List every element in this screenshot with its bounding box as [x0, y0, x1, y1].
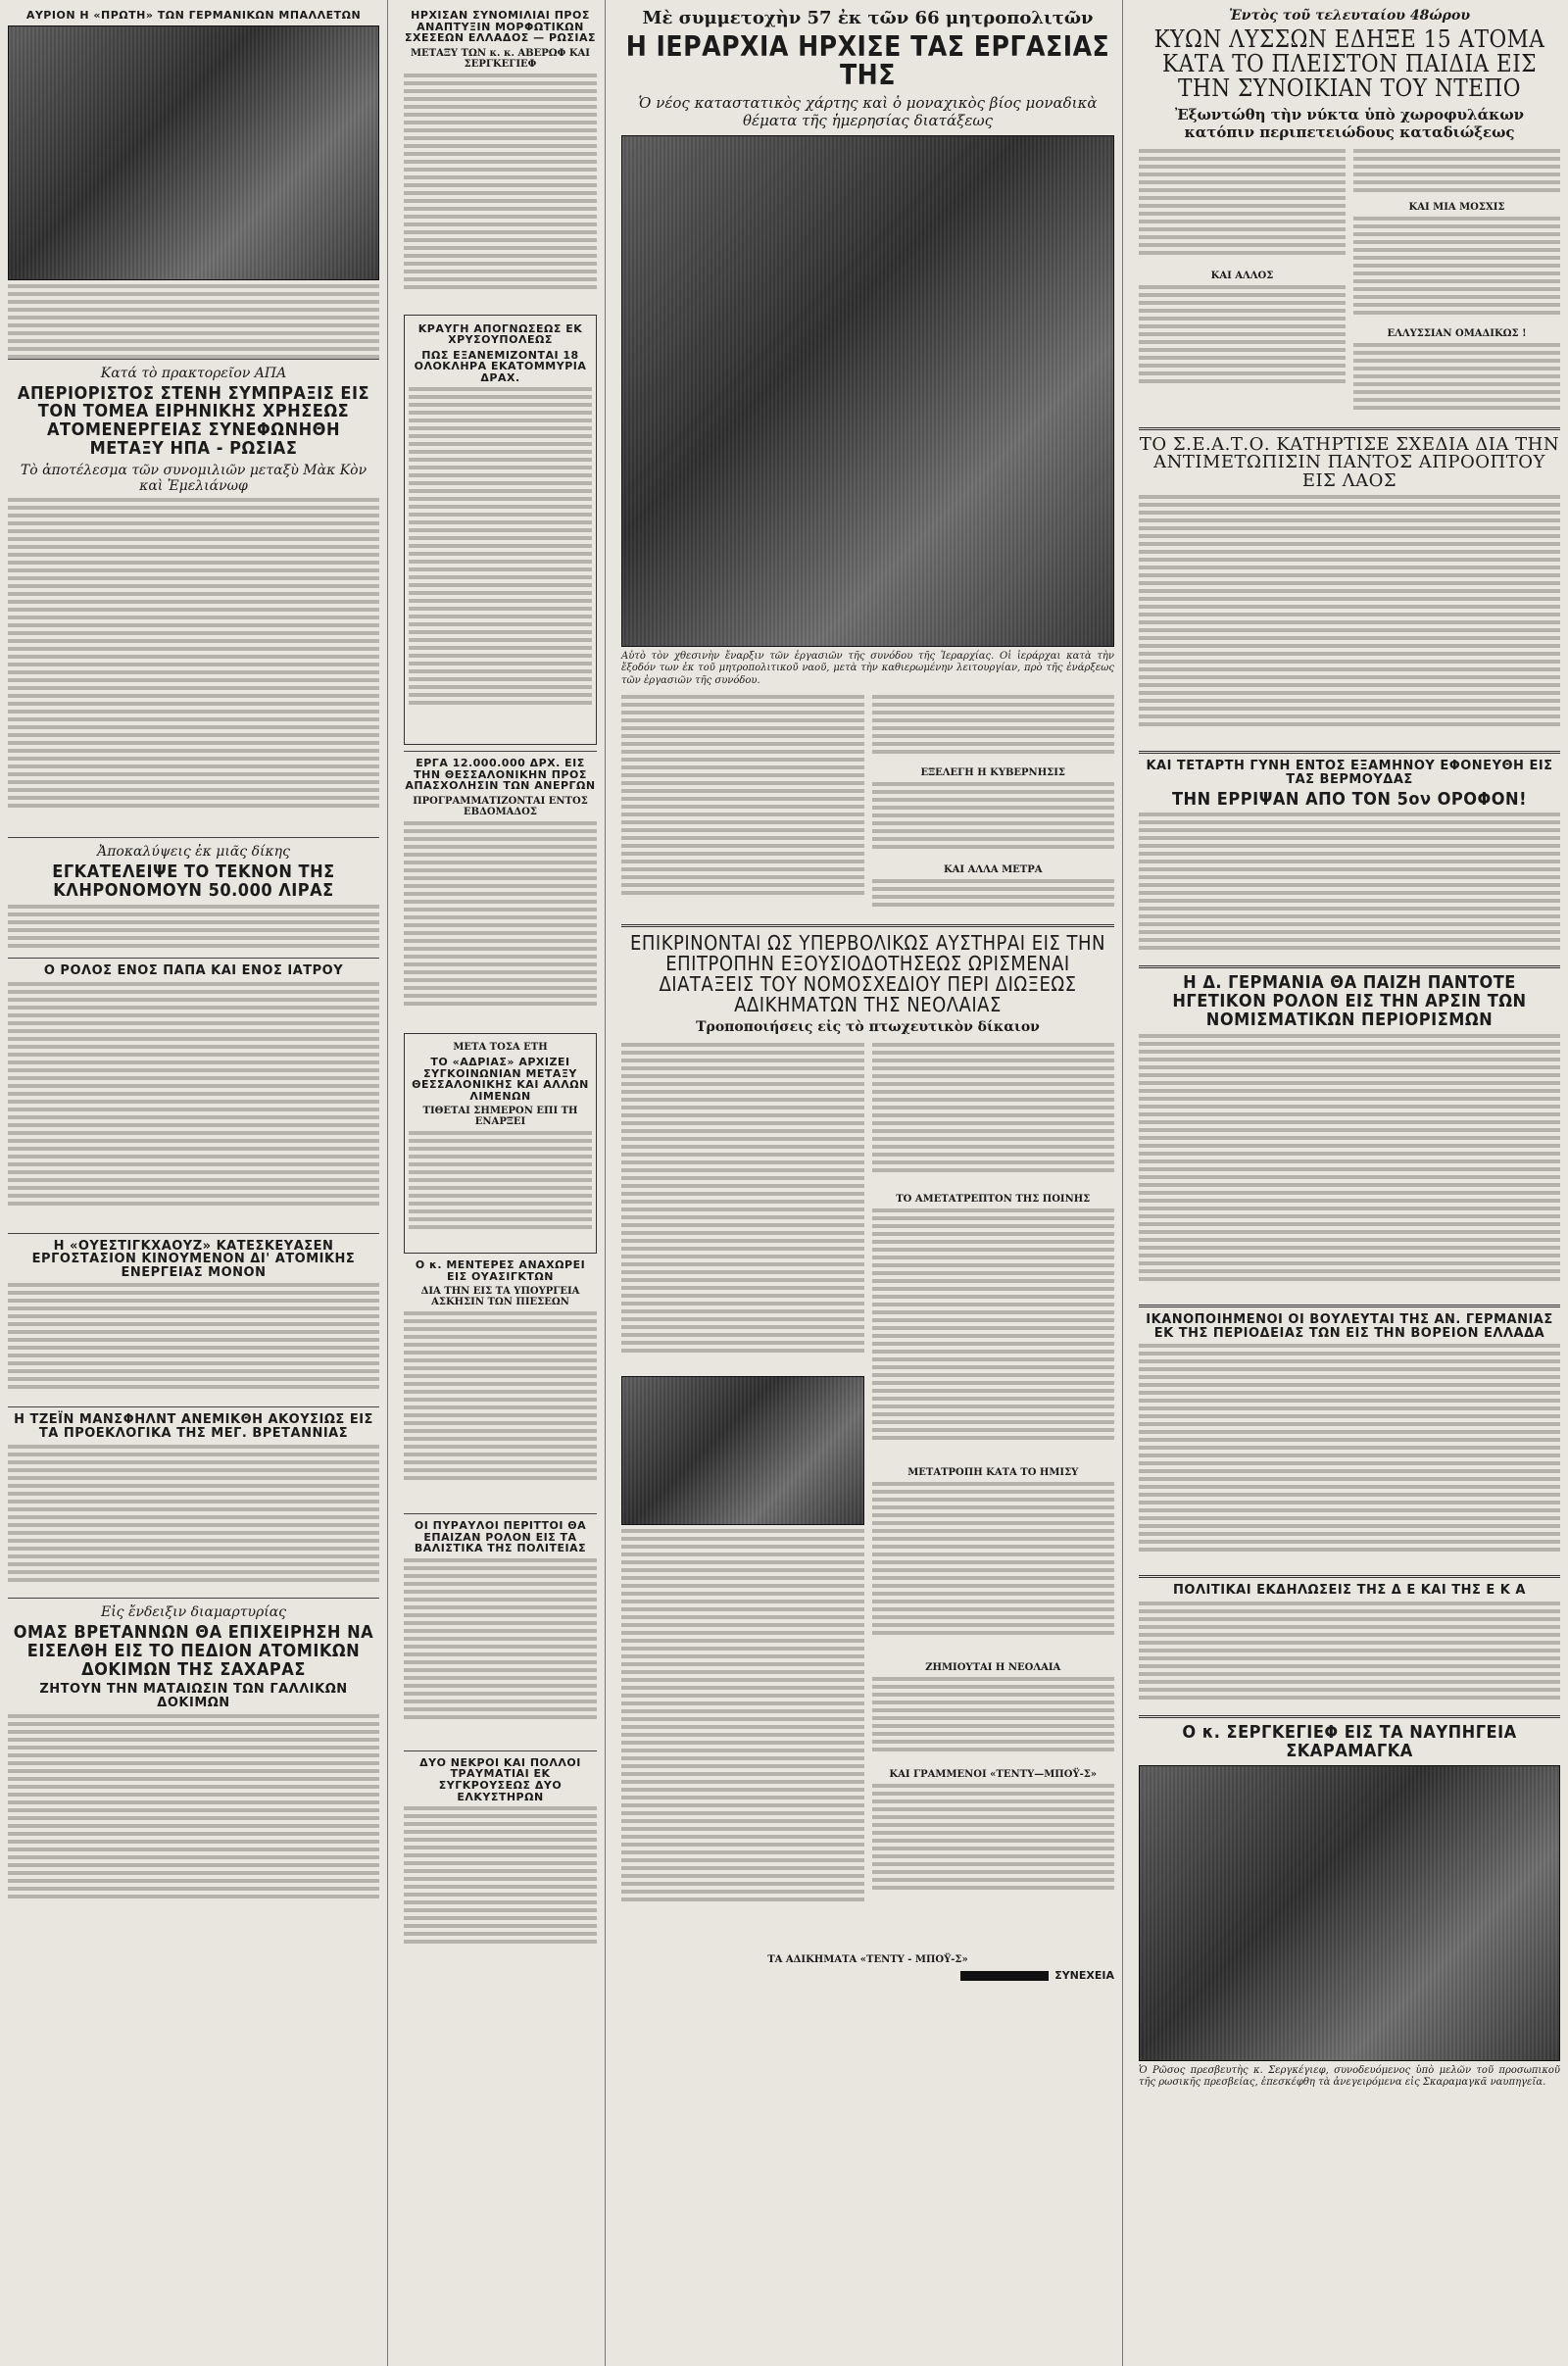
headline-millions: ΠΩΣ ΕΞΑΝΕΜΙΖΟΝΤΑΙ 18 ΟΛΟΚΛΗΡΑ ΕΚΑΤΟΜΜΥΡΙΑ ΔΡΑΧ. — [414, 348, 587, 384]
headline-child: ΕΓΚΑΤΕΛΕΙΨΕ ΤΟ ΤΕΚΝΟΝ ΤΗΣ ΚΛΗΡΟΝΟΜΟΥΝ 50.000 ΛΙΡΑΣ — [52, 862, 335, 901]
article-ballet-text — [8, 284, 379, 353]
headline-despair: ΚΡΑΥΓΗ ΑΠΟΓΝΩΣΕΩΣ ΕΚ ΧΡΥΣΟΥΠΟΛΕΩΣ — [417, 321, 583, 347]
article-adrias-text — [409, 1131, 592, 1249]
label-other-measures: ΚΑΙ ΑΛΛΑ ΜΕΤΡΑ — [943, 864, 1043, 876]
label-penalty: ΤΟ ΑΜΕΤΑΤΡΕΠΤΟΝ ΤΗΣ ΠΟΙΝΗΣ — [896, 1194, 1091, 1206]
headline-adrias: ΤΟ «ΑΔΡΙΑΣ» ΑΡΧΙΖΕΙ ΣΥΓΚΟΙΝΩΝΙΑΝ ΜΕΤΑΞΥ ΘΕΣΣΑΛΟΝΙΚΗΣ ΚΑΙ ΑΛΛΩΝ ΛΙΜΕΝΩΝ — [412, 1056, 589, 1103]
article-jayne-text — [8, 1445, 379, 1592]
label-after-years: ΜΕΤΑ ΤΟΣΑ ΕΤΗ — [453, 1042, 548, 1054]
headline-political-events: ΠΟΛΙΤΙΚΑΙ ΕΚΔΗΛΩΣΕΙΣ ΤΗΣ Δ Ε ΚΑΙ ΤΗΣ Ε Κ Α — [1173, 1583, 1526, 1599]
article-priest-doctor-text — [8, 982, 379, 1227]
headline-rockets: ΟΙ ΠΥΡΑΥΛΟΙ ΠΕΡΙΤΤΟΙ ΘΑ ΕΠΑΙΖΑΝ ΡΟΛΟΝ ΕΙΣ ΤΑ ΒΑΛΙΣΤΙΚΑ ΤΗΣ ΠΟΛΙΤΕΙΑΣ — [414, 1519, 587, 1555]
article-seato-text — [1139, 495, 1560, 745]
article-chrysoupolis-text — [409, 387, 592, 740]
subhead-adrias: ΤΙΘΕΤΑΙ ΣΗΜΕΡΟΝ ΕΠΙ ΤΗ ΕΝΑΡΞΕΙ — [422, 1106, 578, 1128]
headline-stop-tests: ΖΗΤΟΥΝ ΤΗΝ ΜΑΤΑΙΩΣΙΝ ΤΩΝ ΓΑΛΛΙΚΩΝ ΔΟΚΙΜΩΝ — [39, 1682, 348, 1711]
article-works-text — [404, 821, 597, 1027]
article-dog-text-1 — [1139, 149, 1346, 267]
label-court: Ἀποκαλύψεις ἐκ μιᾶς δίκης — [97, 844, 290, 861]
article-westinghouse-text — [8, 1283, 379, 1401]
column-1 — [0, 0, 388, 2366]
caption-shipyards: Ὁ Ρῶσος πρεσβευτὴς κ. Σεργκέγιεφ, συνοδευόμενος ὑπὸ μελῶν τοῦ προσωπικοῦ τῆς ρωσικῆς πρεσβείας, ἐπεσκέφθη τὰ ἀνεγειρόμενα εἰς Σκαραμαγκᾶ ναυπηγεῖα. — [1139, 2064, 1560, 2089]
article-rockets-text — [404, 1558, 597, 1745]
article-youth-text-2 — [621, 1529, 864, 1950]
box-adrias — [404, 1033, 597, 1254]
article-sahara-text — [8, 1714, 379, 1930]
headline-tractors: ΔΥΟ ΝΕΚΡΟΙ ΚΑΙ ΠΟΛΛΟΙ ΤΡΑΥΜΑΤΙΑΙ ΕΚ ΣΥΓΚΡΟΥΣΕΩΣ ΔΥΟ ΕΛΚΥΣΤΗΡΩΝ — [419, 1755, 581, 1803]
continued-marker: ΣΥΝΕΧΕΙΑ — [621, 1969, 1114, 1982]
label-teddy-crimes: ΤΑ ΑΔΙΚΗΜΑΤΑ «ΤΕΝΤΥ - ΜΠΟΫ-Σ» — [767, 1954, 968, 1966]
box-chrysoupolis — [404, 315, 597, 746]
headline-youth-bill: ΕΠΙΚΡΙΝΟΝΤΑΙ ΩΣ ΥΠΕΡΒΟΛΙΚΩΣ ΑΥΣΤΗΡΑΙ ΕΙΣ ΤΗΝ ΕΠΙΤΡΟΠΗΝ ΕΞΟΥΣΙΟΔΟΤΗΣΕΩΣ ΩΡΙΣΜΕΝΑΙ ΔΙΑΤΑΞΕΙΣ ΤΟΥ ΝΟΜΟΣΧΕΔΙΟΥ ΠΕΡΙ ΔΙΩΞΕΩΣ ΑΔΙΚΗΜΑΤΩΝ ΤΗΣ ΝΕΟΛΑΙΑΣ — [630, 931, 1105, 1017]
deck-hierarchy: Ὁ νέος καταστατικὸς χάρτης καὶ ὁ μοναχικὸς βίος μοναδικὰ θέματα τῆς ἡμερησίας διατάξεως — [638, 93, 1098, 129]
label-another-dog: ΚΑΙ ΑΛΛΟΣ — [1210, 270, 1274, 281]
subhead-menderes: ΔΙΑ ΤΗΝ ΕΙΣ ΤΑ ΥΠΟΥΡΓΕΙΑ ΑΣΚΗΣΙΝ ΤΩΝ ΠΙΕΣΕΩΝ — [420, 1286, 580, 1308]
label-protest: Εἰς ἔνδειξιν διαμαρτυρίας — [100, 1603, 287, 1620]
headline-menderes: Ο κ. ΜΕΝΤΕΡΕΣ ΑΝΑΧΩΡΕΙ ΕΙΣ ΟΥΑΣΙΓΚΤΩΝ — [415, 1258, 586, 1283]
subhead-nuclear-pact: Τὸ ἀποτέλεσμα τῶν συνομιλιῶν μεταξὺ Μὰκ Κὸν καὶ Ἐμελιάνωφ — [20, 463, 368, 495]
photo-hierarchs — [621, 135, 1114, 647]
headline-british-sahara: ΟΜΑΣ ΒΡΕΤΑΝΝΩΝ ΘΑ ΕΠΙΧΕΙΡΗΣΗ ΝΑ ΕΙΣΕΛΘΗ ΕΙΣ ΤΟ ΠΕΔΙΟΝ ΑΤΟΜΙΚΩΝ ΔΟΚΙΜΩΝ ΤΗΣ ΣΑΧΑΡΑΣ — [13, 1621, 374, 1680]
headline-cultural-talks: ΗΡΧΙΣΑΝ ΣΥΝΟΜΙΛΙΑΙ ΠΡΟΣ ΑΝΑΠΤΥΞΙΝ ΜΟΡΦΩΤΙΚΩΝ ΣΧΕΣΕΩΝ ΕΛΛΑΔΟΣ — ΡΩΣΙΑΣ — [404, 9, 597, 45]
article-cultural-text — [404, 74, 597, 309]
deck-rabid-dog: Ἐξωντώθη τὴν νύκτα ὑπὸ χωροφυλάκων κατόπιν περιπετειώδους καταδιώξεως — [1174, 105, 1525, 141]
label-half: ΜΕΤΑΤΡΟΠΗ ΚΑΤΑ ΤΟ ΗΜΙΣΥ — [907, 1467, 1079, 1479]
label-teddy-boys: ΚΑΙ ΓΡΑΜΜΕΝΟΙ «ΤΕΝΤΥ—ΜΠΟΫ-Σ» — [889, 1769, 1098, 1781]
headline-nuclear-pact: ΑΠΕΡΙΟΡΙΣΤΟΣ ΣΤΕΝΗ ΣΥΜΠΡΑΞΙΣ ΕΙΣ ΤΟΝ ΤΟΜΕΑ ΕΙΡΗΝΙΚΗΣ ΧΡΗΣΕΩΣ ΑΤΟΜΕΝΕΡΓΕΙΑΣ ΣΥΝΕΦΩΝΗΘΗ ΜΕΤΑΞΥ ΗΠΑ - ΡΩΣΙΑΣ — [17, 382, 370, 460]
article-germany-text — [1139, 1034, 1560, 1299]
headline-priest-doctor: Ο ΡΟΛΟΣ ΕΝΟΣ ΠΑΠΑ ΚΑΙ ΕΝΟΣ ΙΑΤΡΟΥ — [43, 962, 344, 978]
article-bermuda-text — [1139, 813, 1560, 960]
continued-bar — [960, 1971, 1049, 1981]
youth-article-columns — [621, 1039, 1114, 1950]
headline-works-thessaloniki: ΕΡΓΑ 12.000.000 ΔΡΧ. ΕΙΣ ΤΗΝ ΘΕΣΣΑΛΟΝΙΚΗΝ ΠΡΟΣ ΑΠΑΣΧΟΛΗΣΙΝ ΤΩΝ ΑΝΕΡΓΩΝ — [405, 757, 596, 793]
caption-hierarchs: Αὐτὸ τὸν χθεσινὴν ἔναρξιν τῶν ἐργασιῶν τῆς συνόδου τῆς Ἱεραρχίας. Οἱ ἱεράρχαι κατὰ τὴν ἔξοδόν των ἐκ τοῦ μητροπολιτικοῦ ναοῦ, μετὰ τὴν καθιερωμένην λειτουργίαν, πρὸ τῆς ἐνάρξεως τῶν ἐργασιῶν τῆς συνόδου. — [621, 650, 1114, 686]
subhead-works: ΠΡΟΓΡΑΜΜΑΤΙΖΟΝΤΑΙ ΕΝΤΟΣ ΕΒΔΟΜΑΔΟΣ — [413, 796, 588, 818]
headline-bermuda: ΚΑΙ ΤΕΤΑΡΤΗ ΓΥΝΗ ΕΝΤΟΣ ΕΞΑΜΗΝΟΥ ΕΦΟΝΕΥΘΗ ΕΙΣ ΤΑΣ ΒΕΡΜΟΥΔΑΣ — [1146, 759, 1553, 787]
article-hierarchy-col-2 — [872, 691, 1115, 918]
headline-rabid-dog: ΚΥΩΝ ΛΥΣΣΩΝ ΕΔΗΞΕ 15 ΑΤΟΜΑ ΚΑΤΑ ΤΟ ΠΛΕΙΣΤΟΝ ΠΑΙΔΙΑ ΕΙΣ ΤΗΝ ΣΥΝΟΙΚΙΑΝ ΤΟΥ ΝΤΕΠΟ — [1153, 25, 1545, 103]
article-tractors-text — [404, 1806, 597, 1963]
photo-assembly — [621, 1376, 864, 1525]
headline-seato: ΤΟ Σ.Ε.Α.Τ.Ο. ΚΑΤΗΡΤΙΣΕ ΣΧΕΔΙΑ ΔΙΑ ΤΗΝ ΑΝΤΙΜΕΤΩΠΙΣΙΝ ΠΑΝΤΟΣ ΑΠΡΟΟΠΤΟΥ ΕΙΣ ΛΑΟΣ — [1139, 433, 1560, 492]
label-government: ΕΞΕΛΕΓΗ Η ΚΥΒΕΡΝΗΣΙΣ — [920, 767, 1065, 779]
headline-hierarchy: Η ΙΕΡΑΡΧΙΑ ΗΡΧΙΣΕ ΤΑΣ ΕΡΓΑΣΙΑΣ ΤΗΣ — [625, 30, 1110, 92]
article-menderes-text — [404, 1311, 597, 1507]
hierarchy-article-columns — [621, 691, 1114, 918]
article-hierarchy-text-1 — [621, 691, 864, 916]
photo-shipyards — [1139, 1765, 1560, 2061]
headline-west-germany: Η Δ. ΓΕΡΜΑΝΙΑ ΘΑ ΠΑΙΖΗ ΠΑΝΤΟΤΕ ΗΓΕΤΙΚΟΝ ΡΟΛΟΝ ΕΙΣ ΤΗΝ ΑΡΣΙΝ ΤΩΝ ΝΟΜΙΣΜΑΤΙΚΩΝ ΠΕΡΙΟΡΙΣΜΩΝ — [1172, 972, 1527, 1031]
headline-westinghouse: Η «ΟΥΕΣΤΙΓΚΧΑΟΥΖ» ΚΑΤΕΣΚΕΥΑΣΕΝ ΕΡΓΟΣΤΑΣΙΟΝ ΚΙΝΟΥΜΕΝΟΝ ΔΙ' ΑΤΟΜΙΚΗΣ ΕΝΕΡΓΕΙΑΣ ΜΟΝΟΝ — [31, 1238, 356, 1280]
headline-deputies: ΙΚΑΝΟΠΟΙΗΜΕΝΟΙ ΟΙ ΒΟΥΛΕΥΤΑΙ ΤΗΣ ΑΝ. ΓΕΡΜΑΝΙΑΣ ΕΚ ΤΗΣ ΠΕΡΙΟΔΕΙΑΣ ΤΩΝ ΕΙΣ ΤΗΝ ΒΟΡΕΙΟΝ ΕΛΛΑΔΑ — [1146, 1312, 1553, 1341]
subhead-bankruptcy: Τροποποιήσεις εἰς τὸ πτωχευτικὸν δίκαιον — [696, 1019, 1040, 1036]
headline-german-ballet: ΑΥΡΙΟΝ Η «ΠΡΩΤΗ» ΤΩΝ ΓΕΡΜΑΝΙΚΩΝ ΜΠΑΛΛΕΤΩΝ — [25, 9, 362, 22]
kicker-metropolitans: Μὲ συμμετοχὴν 57 ἐκ τῶν 66 μητροπολιτῶν — [642, 8, 1094, 28]
article-child-text — [8, 905, 379, 952]
column-4 — [1131, 0, 1568, 2366]
label-one-calf: ΚΑΙ ΜΙΑ ΜΟΣΧΙΣ — [1408, 201, 1505, 213]
article-political-text — [1139, 1602, 1560, 1709]
label-mass-rabies: ΕΛΛΥΣΣΙΑΝ ΟΜΑΔΙΚΩΣ ! — [1387, 327, 1527, 339]
article-nuclear-text — [8, 498, 379, 831]
headline-fifth-floor: ΤΗΝ ΕΡΡΙΨΑΝ ΑΠΟ ΤΟΝ 5ον ΟΡΟΦΟΝ! — [1172, 788, 1527, 810]
rabid-dog-columns — [1139, 145, 1560, 421]
headline-jayne-mansfield: Η ΤΖΕΪΝ ΜΑΝΣΦΗΛΝΤ ΑΝΕΜΙΚΘΗ ΑΚΟΥΣΙΩΣ ΕΙΣ ΤΑ ΠΡΟΕΚΛΟΓΙΚΑ ΤΗΣ ΜΕΓ. ΒΡΕΤΑΝΝΙΑΣ — [14, 1412, 373, 1442]
headline-sergeyev-shipyards: Ο κ. ΣΕΡΓΚΕΓΙΕΦ ΕΙΣ ΤΑ ΝΑΥΠΗΓΕΙΑ ΣΚΑΡΑΜΑΓΚΑ — [1182, 1722, 1517, 1761]
label-youth-damaged: ΖΗΜΙΟΥΤΑΙ Η ΝΕΟΛΑΙΑ — [925, 1662, 1061, 1674]
label-apa: Κατά τὸ πρακτορεῖον ΑΠΑ — [100, 365, 287, 381]
column-2 — [396, 0, 606, 2366]
kicker-48-hours: Ἐντὸς τοῦ τελευταίου 48ώρου — [1228, 8, 1471, 24]
article-deputies-text — [1139, 1344, 1560, 1569]
photo-ballet-group — [8, 25, 379, 280]
article-youth-text-1 — [621, 1043, 864, 1376]
column-3 — [613, 0, 1123, 2366]
subhead-averof-sergeyev: ΜΕΤΑΞΥ ΤΩΝ κ. κ. ΑΒΕΡΩΦ ΚΑΙ ΣΕΡΓΚΕΓΙΕΦ — [410, 47, 590, 70]
